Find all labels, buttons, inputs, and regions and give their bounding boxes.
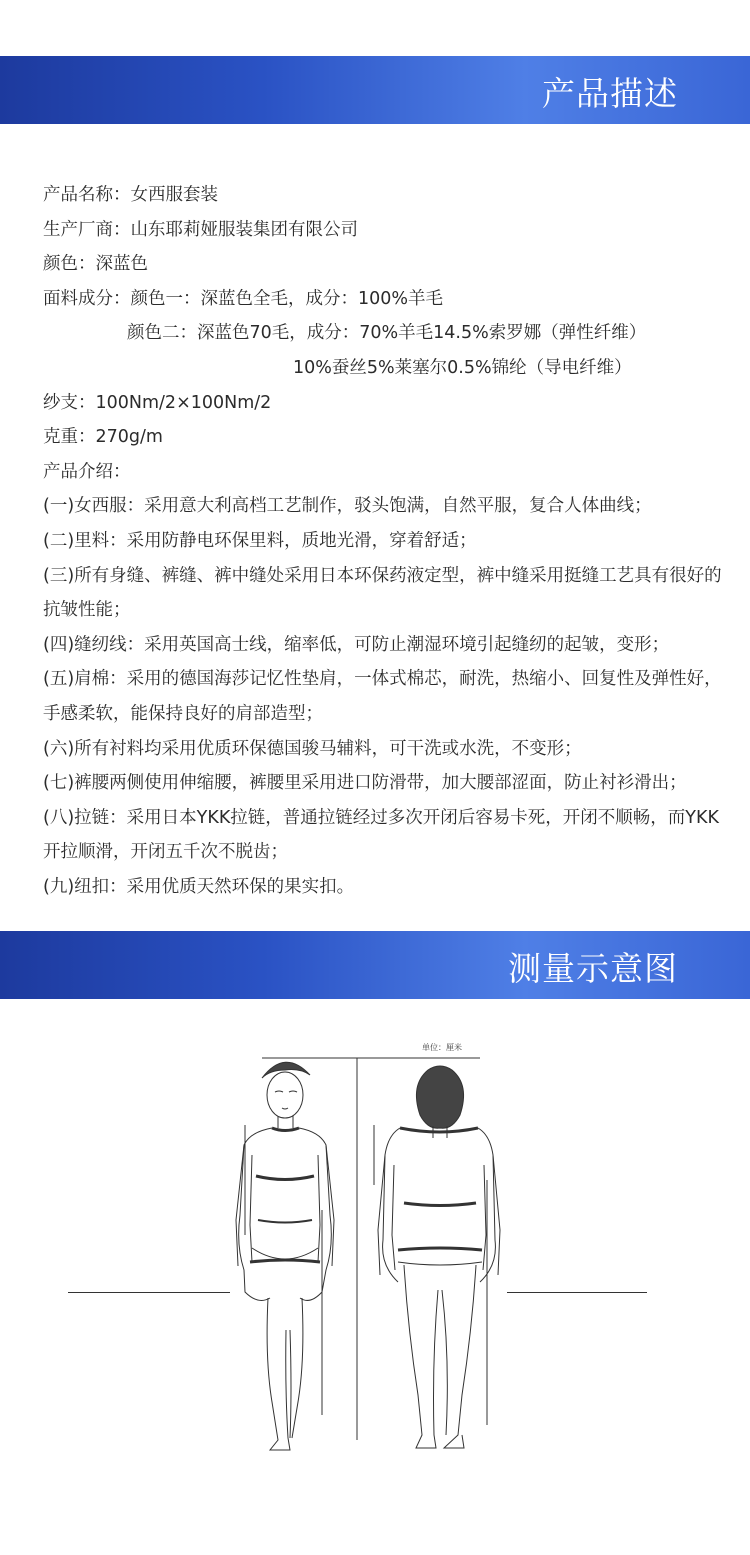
product-description — [43, 178, 723, 904]
section-banner-measurement — [0, 931, 750, 999]
product-name: 产品名称：女西服套装 — [43, 185, 218, 205]
list-item: (二)里料：采用防静电环保里料，质地光滑，穿着舒适； — [43, 530, 477, 551]
list-item: (八)拉链：采用日本YKK拉链，普通拉链经过多次开闭后容易卡死，开闭不顺畅，而YKK开拉顺滑，开闭五千次不脱齿； — [43, 807, 719, 863]
list-item: (五)肩棉：采用的德国海莎记忆性垫肩，一体式棉芯，耐洗，热缩小、回复性及弹性好，手感柔软，能保持良好的肩部造型； — [43, 669, 722, 724]
list-item: (九)纽扣：采用优质天然环保的果实扣。 — [43, 876, 355, 897]
fabric-weight: 克重：270g/m — [43, 427, 163, 448]
fabric-color-two-cont: 10%蚕丝5%莱塞尔0.5%锦纶（导电纤维） — [293, 357, 632, 378]
list-item: (七)裤腰两侧使用伸缩腰，裤腰里采用进口防滑带，加大腰部涩面，防止衬衫滑出； — [43, 773, 687, 794]
fabric-color-two: 颜色二：深蓝色70毛，成分：70%羊毛14.5%索罗娜（弹性纤维） — [127, 323, 647, 344]
intro-heading: 产品介绍： — [43, 461, 131, 482]
section-title: 产品描述 — [542, 74, 678, 113]
color: 颜色：深蓝色 — [43, 254, 148, 275]
section-title: 测量示意图 — [508, 949, 678, 988]
body-figure-illustration — [0, 1030, 750, 1490]
list-item: (六)所有衬料均采用优质环保德国骏马辅料，可干洗或水洗，不变形； — [43, 738, 582, 759]
fabric-color-one: 面料成分：颜色一：深蓝色全毛，成分：100%羊毛 — [43, 288, 444, 309]
list-item: (一)女西服：采用意大利高档工艺制作，驳头饱满，自然平服，复合人体曲线； — [43, 496, 652, 517]
list-item: (三)所有身缝、裤缝、裤中缝处采用日本环保药液定型，裤中缝采用挺缝工艺具有很好的抗皱性能； — [43, 565, 722, 621]
list-item: (四)缝纫线：采用英国高士线，缩率低，可防止潮湿环境引起缝纫的起皱，变形； — [43, 634, 670, 655]
measurement-diagram — [0, 1030, 750, 1490]
yarn-count: 纱支：100Nm/2×100Nm/2 — [43, 392, 272, 413]
unit-label: 单位：厘米 — [422, 1043, 462, 1052]
manufacturer: 生产厂商：山东耶莉娅服装集团有限公司 — [43, 219, 358, 240]
section-banner-description — [0, 56, 750, 124]
